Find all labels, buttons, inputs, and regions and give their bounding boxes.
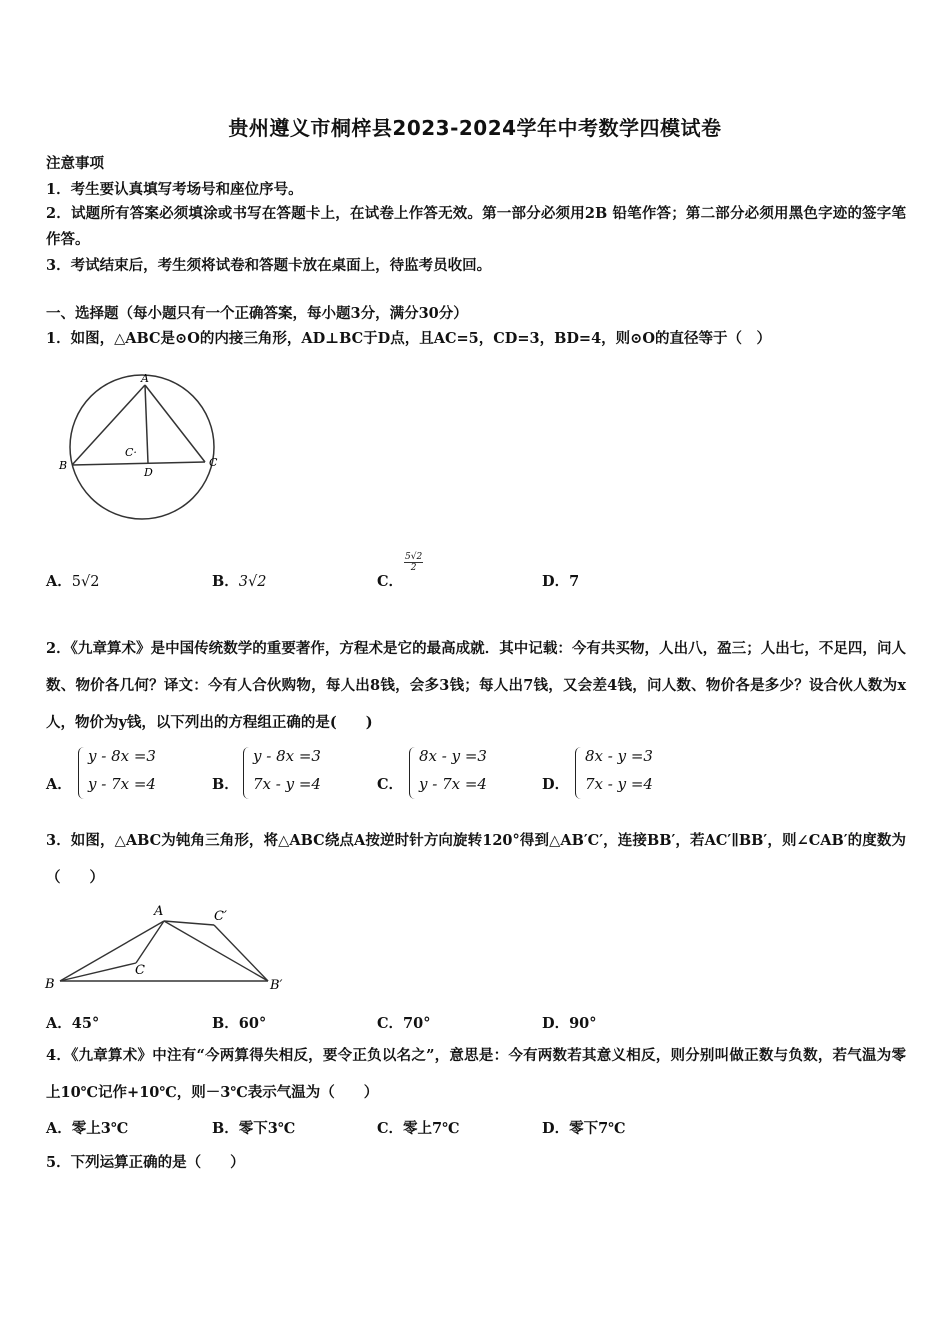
equation-1: y - 8x =3 xyxy=(88,747,156,765)
q3-option-b[interactable] xyxy=(212,1012,266,1033)
q1-option-d[interactable] xyxy=(542,570,579,591)
option-value: 70° xyxy=(403,1015,431,1032)
label-b-prime: B′ xyxy=(270,978,283,993)
q4-option-d[interactable] xyxy=(542,1117,626,1138)
option-value: 零上3℃ xyxy=(71,1120,129,1137)
option-value: 60° xyxy=(238,1015,267,1032)
label-b: B xyxy=(45,977,55,992)
q4-option-a[interactable] xyxy=(46,1117,128,1138)
fraction-numerator: 5√2 xyxy=(405,552,423,562)
label-b: B xyxy=(59,459,68,472)
option-letter: C． xyxy=(377,1015,404,1032)
option-value: 5√2 xyxy=(71,574,100,590)
segment-ac xyxy=(145,385,205,462)
q4-option-b[interactable] xyxy=(212,1117,295,1138)
option-value: 零下7℃ xyxy=(569,1120,626,1137)
question-4-text: 4．《九章算术》中注有“今两算得失相反，要令正负以名之”，意思是：今有两数若其意义相反，则分别叫做正数与负数，若气温为零上10℃记作+10℃，则－3℃表示气温为（ ） xyxy=(46,1047,906,1101)
segment-bc xyxy=(72,462,205,465)
question-5-text: 5．下列运算正确的是（ ） xyxy=(46,1154,245,1171)
equation-1: y - 8x =3 xyxy=(253,747,321,765)
q3-option-c[interactable] xyxy=(377,1012,430,1033)
option-letter: C． xyxy=(377,1120,404,1137)
option-value: 45° xyxy=(71,1015,100,1032)
option-letter: A． xyxy=(46,1015,72,1032)
label-o: C· xyxy=(125,446,137,459)
brace xyxy=(575,747,584,799)
option-letter: A． xyxy=(46,573,72,590)
option-letter: C． xyxy=(377,573,404,590)
question-1-text: 1．如图，△ABC是⊙O的内接三角形，AD⊥BC于D点，且AC=5，CD=3，BD=4，则⊙O的直径等于（ ） xyxy=(46,330,771,347)
label-a: A xyxy=(141,372,149,385)
option-value: 3√2 xyxy=(238,574,267,590)
segment-c2b2 xyxy=(214,925,268,981)
option-letter: B． xyxy=(212,1015,239,1032)
q1-option-b[interactable] xyxy=(212,570,266,591)
q3-option-a[interactable] xyxy=(46,1012,99,1033)
q2-option-c-letter[interactable]: C． xyxy=(377,776,404,793)
label-d: D xyxy=(144,466,153,479)
question-2-text: 2．《九章算术》是中国传统数学的重要著作，方程术是它的最高成就．其中记载：今有共买物，人出八，盈三；人出七，不足四，问人数、物价各几何？译文：今有人合伙购物，每人出8钱，会多3钱；每人出7钱，又会差4钱，问人数、物价各是多少？设合伙人数为x人，物价为y钱，以下列出的方程组正确的是( ) xyxy=(46,640,906,731)
brace xyxy=(243,747,252,799)
brace xyxy=(78,747,87,799)
fraction-denominator: 2 xyxy=(410,563,417,573)
option-letter: B． xyxy=(212,1120,239,1137)
equation-2: y - 7x =4 xyxy=(419,775,487,793)
segment-ab2 xyxy=(164,921,268,981)
page-title: 贵州遵义市桐梓县2023-2024学年中考数学四模试卷 xyxy=(228,116,722,140)
q1-option-c-fraction xyxy=(404,552,423,573)
q4-option-c[interactable] xyxy=(377,1117,460,1138)
q3-option-d[interactable] xyxy=(542,1012,597,1033)
label-a: A xyxy=(154,904,164,919)
option-letter: A． xyxy=(46,1120,72,1137)
option-letter: B． xyxy=(212,573,239,590)
equation-1: 8x - y =3 xyxy=(419,747,487,765)
q2-option-a-letter[interactable]: A． xyxy=(46,776,72,793)
equation-2: 7x - y =4 xyxy=(253,775,321,793)
option-letter: D． xyxy=(542,573,570,590)
option-value: 零上7℃ xyxy=(403,1120,460,1137)
label-c-prime: C′ xyxy=(214,909,227,924)
notice-item-2: 2．试题所有答案必须填涂或书写在答题卡上，在试卷上作答无效。第一部分必须用2B 铅笔作答；第二部分必须用黑色字迹的签字笔作答。 xyxy=(46,205,906,248)
segment-ac2 xyxy=(164,921,214,925)
option-value: 零下3℃ xyxy=(238,1120,296,1137)
notice-item-1: 1．考生要认真填写考场号和座位序号。 xyxy=(46,181,303,198)
option-letter: D． xyxy=(542,1120,570,1137)
q2-option-d-letter[interactable]: D． xyxy=(542,776,570,793)
question-3-text: 3．如图，△ABC为钝角三角形，将△ABC绕点A按逆时针方向旋转120°得到△AB′C′，连接BB′，若AC′∥BB′，则∠CAB′的度数为（ ） xyxy=(46,832,906,886)
q2-option-b-letter[interactable]: B． xyxy=(212,776,239,793)
section-heading: 一、选择题（每小题只有一个正确答案，每小题3分，满分30分） xyxy=(46,305,468,322)
option-value: 7 xyxy=(569,573,580,590)
notice-item-3: 3．考试结束后，考生须将试卷和答题卡放在桌面上，待监考员收回。 xyxy=(46,257,492,274)
equation-1: 8x - y =3 xyxy=(585,747,653,765)
brace xyxy=(409,747,418,799)
segment-ba xyxy=(60,921,164,981)
option-value: 90° xyxy=(569,1015,597,1032)
segment-bc xyxy=(60,963,136,981)
label-c: C xyxy=(135,963,145,978)
notice-heading: 注意事项 xyxy=(46,155,104,172)
equation-2: 7x - y =4 xyxy=(585,775,653,793)
q1-option-c[interactable] xyxy=(377,570,403,591)
option-letter: D． xyxy=(542,1015,570,1032)
q1-option-a[interactable] xyxy=(46,570,99,591)
question-1-figure xyxy=(55,368,230,523)
segment-ca xyxy=(136,921,164,963)
equation-2: y - 7x =4 xyxy=(88,775,156,793)
segment-ad xyxy=(145,385,148,463)
label-c: C xyxy=(209,456,218,469)
question-3-figure xyxy=(44,903,289,995)
